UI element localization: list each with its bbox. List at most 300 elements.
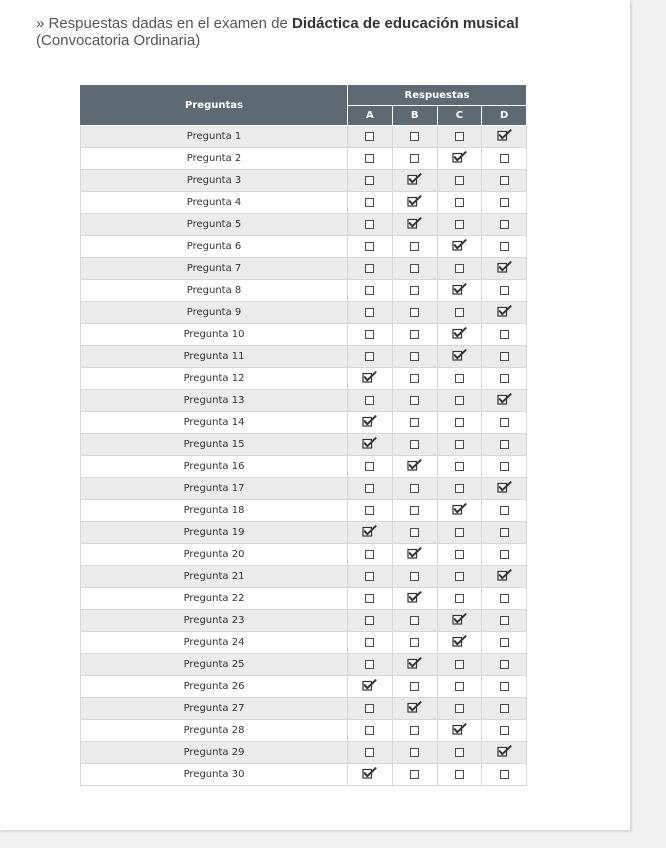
option-cell-d (482, 676, 527, 698)
answers-table-header (81, 85, 527, 126)
table-row (81, 588, 527, 610)
table-row (81, 412, 527, 434)
empty-box-icon (410, 440, 419, 449)
option-cell-d (482, 434, 527, 456)
option-cell-c (437, 522, 482, 544)
option-cell-c (437, 478, 482, 500)
option-cell-a (348, 500, 393, 522)
option-cell-c (437, 566, 482, 588)
empty-box-icon (365, 220, 374, 229)
heading-suffix: (Convocatoria Ordinaria) (36, 32, 201, 49)
option-cell-a (348, 236, 393, 258)
checked-box-icon (452, 239, 467, 254)
option-cell-d (482, 324, 527, 346)
checked-box-icon (407, 173, 422, 188)
option-cell-a (348, 368, 393, 390)
empty-box-icon (500, 704, 509, 713)
empty-box-icon (365, 748, 374, 757)
empty-box-icon (365, 572, 374, 581)
checked-box-icon (362, 525, 377, 540)
question-label: Pregunta 23 (81, 610, 348, 632)
table-row (81, 522, 527, 544)
question-label: Pregunta 2 (81, 148, 348, 170)
option-cell-a (348, 324, 393, 346)
option-cell-d (482, 654, 527, 676)
empty-box-icon (500, 154, 509, 163)
empty-box-icon (455, 440, 464, 449)
table-row (81, 764, 527, 786)
empty-box-icon (410, 396, 419, 405)
empty-box-icon (365, 352, 374, 361)
option-cell-d (482, 412, 527, 434)
table-row (81, 280, 527, 302)
empty-box-icon (410, 484, 419, 493)
option-cell-a (348, 434, 393, 456)
option-cell-b (392, 324, 437, 346)
checked-box-icon (452, 635, 467, 650)
option-cell-b (392, 170, 437, 192)
empty-box-icon (410, 572, 419, 581)
checked-box-icon (362, 437, 377, 452)
option-cell-b (392, 654, 437, 676)
checked-box-icon (452, 613, 467, 628)
question-label: Pregunta 4 (81, 192, 348, 214)
empty-box-icon (500, 770, 509, 779)
option-cell-b (392, 764, 437, 786)
question-label: Pregunta 9 (81, 302, 348, 324)
table-row (81, 368, 527, 390)
option-cell-b (392, 280, 437, 302)
checked-box-icon (407, 195, 422, 210)
table-row (81, 170, 527, 192)
empty-box-icon (410, 528, 419, 537)
option-cell-b (392, 632, 437, 654)
checked-box-icon (452, 151, 467, 166)
question-label: Pregunta 1 (81, 126, 348, 148)
option-cell-c (437, 214, 482, 236)
heading-prefix: » Respuestas dadas en el examen de (36, 15, 293, 32)
answers-table-body (81, 126, 527, 786)
table-row (81, 192, 527, 214)
empty-box-icon (455, 418, 464, 427)
option-cell-c (437, 588, 482, 610)
option-cell-b (392, 720, 437, 742)
option-cell-a (348, 676, 393, 698)
question-label: Pregunta 17 (81, 478, 348, 500)
question-label: Pregunta 6 (81, 236, 348, 258)
option-cell-b (392, 588, 437, 610)
question-label: Pregunta 13 (81, 390, 348, 412)
option-cell-c (437, 390, 482, 412)
table-row (81, 500, 527, 522)
option-cell-b (392, 412, 437, 434)
option-cell-d (482, 698, 527, 720)
table-row (81, 434, 527, 456)
empty-box-icon (455, 704, 464, 713)
option-cell-a (348, 544, 393, 566)
empty-box-icon (500, 330, 509, 339)
option-cell-a (348, 632, 393, 654)
option-cell-b (392, 368, 437, 390)
table-row (81, 148, 527, 170)
option-cell-c (437, 632, 482, 654)
checked-box-icon (407, 217, 422, 232)
empty-box-icon (500, 352, 509, 361)
option-cell-b (392, 302, 437, 324)
option-cell-a (348, 566, 393, 588)
empty-box-icon (500, 638, 509, 647)
empty-box-icon (500, 418, 509, 427)
empty-box-icon (500, 220, 509, 229)
option-cell-b (392, 566, 437, 588)
option-cell-a (348, 742, 393, 764)
option-cell-c (437, 258, 482, 280)
empty-box-icon (455, 572, 464, 581)
option-cell-d (482, 302, 527, 324)
checked-box-icon (452, 723, 467, 738)
option-cell-d (482, 610, 527, 632)
checked-box-icon (497, 393, 512, 408)
question-label: Pregunta 7 (81, 258, 348, 280)
empty-box-icon (455, 374, 464, 383)
table-row (81, 214, 527, 236)
empty-box-icon (410, 418, 419, 427)
option-cell-c (437, 500, 482, 522)
empty-box-icon (365, 330, 374, 339)
empty-box-icon (455, 176, 464, 185)
empty-box-icon (410, 330, 419, 339)
empty-box-icon (500, 616, 509, 625)
empty-box-icon (410, 286, 419, 295)
question-label: Pregunta 16 (81, 456, 348, 478)
empty-box-icon (455, 594, 464, 603)
empty-box-icon (500, 176, 509, 185)
option-cell-b (392, 500, 437, 522)
option-cell-d (482, 368, 527, 390)
option-cell-a (348, 302, 393, 324)
empty-box-icon (455, 264, 464, 273)
question-label: Pregunta 25 (81, 654, 348, 676)
empty-box-icon (500, 462, 509, 471)
empty-box-icon (455, 770, 464, 779)
option-cell-a (348, 258, 393, 280)
table-row (81, 456, 527, 478)
option-cell-c (437, 324, 482, 346)
option-cell-c (437, 302, 482, 324)
empty-box-icon (500, 660, 509, 669)
option-cell-b (392, 742, 437, 764)
answers-table (80, 84, 527, 786)
table-row (81, 720, 527, 742)
option-cell-a (348, 192, 393, 214)
empty-box-icon (455, 550, 464, 559)
option-cell-b (392, 610, 437, 632)
empty-box-icon (365, 286, 374, 295)
empty-box-icon (410, 770, 419, 779)
question-label: Pregunta 30 (81, 764, 348, 786)
question-label: Pregunta 19 (81, 522, 348, 544)
option-cell-b (392, 214, 437, 236)
checked-box-icon (407, 547, 422, 562)
option-cell-d (482, 126, 527, 148)
table-row (81, 324, 527, 346)
empty-box-icon (455, 660, 464, 669)
checked-box-icon (497, 569, 512, 584)
checked-box-icon (452, 503, 467, 518)
empty-box-icon (365, 616, 374, 625)
option-cell-c (437, 764, 482, 786)
option-cell-a (348, 456, 393, 478)
empty-box-icon (455, 682, 464, 691)
empty-box-icon (410, 242, 419, 251)
option-cell-d (482, 544, 527, 566)
checked-box-icon (362, 415, 377, 430)
empty-box-icon (455, 462, 464, 471)
option-cell-c (437, 544, 482, 566)
table-row (81, 346, 527, 368)
empty-box-icon (410, 308, 419, 317)
table-row (81, 478, 527, 500)
question-label: Pregunta 3 (81, 170, 348, 192)
option-cell-b (392, 456, 437, 478)
checked-box-icon (497, 305, 512, 320)
question-label: Pregunta 18 (81, 500, 348, 522)
empty-box-icon (455, 220, 464, 229)
empty-box-icon (500, 726, 509, 735)
option-cell-b (392, 192, 437, 214)
checked-box-icon (452, 349, 467, 364)
checked-box-icon (362, 371, 377, 386)
option-cell-a (348, 126, 393, 148)
option-cell-a (348, 588, 393, 610)
checked-box-icon (497, 481, 512, 496)
question-label: Pregunta 14 (81, 412, 348, 434)
empty-box-icon (365, 132, 374, 141)
option-cell-a (348, 390, 393, 412)
table-row (81, 610, 527, 632)
empty-box-icon (365, 726, 374, 735)
option-cell-a (348, 148, 393, 170)
empty-box-icon (455, 484, 464, 493)
table-row (81, 390, 527, 412)
option-cell-d (482, 170, 527, 192)
option-cell-b (392, 148, 437, 170)
option-cell-a (348, 412, 393, 434)
option-cell-d (482, 236, 527, 258)
option-cell-a (348, 764, 393, 786)
option-cell-c (437, 654, 482, 676)
option-cell-d (482, 346, 527, 368)
empty-box-icon (455, 198, 464, 207)
question-label: Pregunta 20 (81, 544, 348, 566)
option-cell-a (348, 720, 393, 742)
table-row (81, 698, 527, 720)
option-cell-c (437, 280, 482, 302)
option-cell-c (437, 698, 482, 720)
header-option-a: A (348, 106, 393, 126)
empty-box-icon (365, 242, 374, 251)
option-cell-d (482, 720, 527, 742)
option-cell-b (392, 236, 437, 258)
question-label: Pregunta 8 (81, 280, 348, 302)
question-label: Pregunta 15 (81, 434, 348, 456)
question-label: Pregunta 11 (81, 346, 348, 368)
option-cell-c (437, 720, 482, 742)
option-cell-c (437, 236, 482, 258)
option-cell-a (348, 698, 393, 720)
empty-box-icon (410, 506, 419, 515)
page-heading (36, 15, 596, 49)
option-cell-d (482, 390, 527, 412)
question-label: Pregunta 29 (81, 742, 348, 764)
option-cell-d (482, 632, 527, 654)
option-cell-a (348, 214, 393, 236)
empty-box-icon (500, 594, 509, 603)
option-cell-b (392, 478, 437, 500)
table-row (81, 544, 527, 566)
checked-box-icon (362, 679, 377, 694)
option-cell-c (437, 456, 482, 478)
empty-box-icon (410, 682, 419, 691)
question-label: Pregunta 26 (81, 676, 348, 698)
header-option-b: B (392, 106, 437, 126)
empty-box-icon (365, 506, 374, 515)
empty-box-icon (365, 462, 374, 471)
header-questions: Preguntas (81, 85, 348, 126)
option-cell-b (392, 676, 437, 698)
empty-box-icon (455, 528, 464, 537)
empty-box-icon (410, 264, 419, 273)
empty-box-icon (455, 396, 464, 405)
question-label: Pregunta 27 (81, 698, 348, 720)
option-cell-d (482, 456, 527, 478)
option-cell-d (482, 742, 527, 764)
table-row (81, 654, 527, 676)
option-cell-c (437, 676, 482, 698)
empty-box-icon (500, 528, 509, 537)
header-option-c: C (437, 106, 482, 126)
option-cell-c (437, 170, 482, 192)
option-cell-b (392, 258, 437, 280)
empty-box-icon (500, 242, 509, 251)
table-row (81, 742, 527, 764)
empty-box-icon (365, 396, 374, 405)
option-cell-b (392, 126, 437, 148)
checked-box-icon (407, 657, 422, 672)
checked-box-icon (407, 591, 422, 606)
empty-box-icon (410, 132, 419, 141)
empty-box-icon (410, 352, 419, 361)
empty-box-icon (410, 638, 419, 647)
question-label: Pregunta 5 (81, 214, 348, 236)
option-cell-a (348, 522, 393, 544)
empty-box-icon (365, 660, 374, 669)
option-cell-c (437, 192, 482, 214)
empty-box-icon (365, 550, 374, 559)
option-cell-a (348, 478, 393, 500)
empty-box-icon (500, 506, 509, 515)
table-row (81, 126, 527, 148)
empty-box-icon (365, 176, 374, 185)
option-cell-d (482, 192, 527, 214)
question-label: Pregunta 22 (81, 588, 348, 610)
empty-box-icon (500, 682, 509, 691)
option-cell-a (348, 610, 393, 632)
empty-box-icon (365, 704, 374, 713)
option-cell-d (482, 500, 527, 522)
empty-box-icon (365, 484, 374, 493)
option-cell-d (482, 214, 527, 236)
empty-box-icon (365, 594, 374, 603)
option-cell-c (437, 368, 482, 390)
checked-box-icon (452, 283, 467, 298)
option-cell-d (482, 522, 527, 544)
option-cell-c (437, 126, 482, 148)
empty-box-icon (410, 616, 419, 625)
option-cell-c (437, 412, 482, 434)
option-cell-a (348, 654, 393, 676)
table-row (81, 676, 527, 698)
option-cell-d (482, 148, 527, 170)
option-cell-c (437, 346, 482, 368)
checked-box-icon (452, 327, 467, 342)
header-answers: Respuestas (348, 85, 527, 106)
option-cell-a (348, 346, 393, 368)
option-cell-c (437, 148, 482, 170)
empty-box-icon (365, 264, 374, 273)
option-cell-b (392, 698, 437, 720)
table-row (81, 258, 527, 280)
empty-box-icon (410, 374, 419, 383)
option-cell-d (482, 478, 527, 500)
option-cell-a (348, 280, 393, 302)
option-cell-d (482, 566, 527, 588)
empty-box-icon (365, 638, 374, 647)
option-cell-d (482, 764, 527, 786)
empty-box-icon (500, 286, 509, 295)
empty-box-icon (410, 748, 419, 757)
empty-box-icon (500, 374, 509, 383)
checked-box-icon (497, 745, 512, 760)
header-option-d: D (482, 106, 527, 126)
table-row (81, 566, 527, 588)
checked-box-icon (362, 767, 377, 782)
option-cell-d (482, 280, 527, 302)
option-cell-c (437, 434, 482, 456)
option-cell-b (392, 522, 437, 544)
table-row (81, 632, 527, 654)
question-label: Pregunta 24 (81, 632, 348, 654)
option-cell-b (392, 346, 437, 368)
option-cell-d (482, 588, 527, 610)
option-cell-b (392, 544, 437, 566)
question-label: Pregunta 12 (81, 368, 348, 390)
empty-box-icon (455, 748, 464, 757)
question-label: Pregunta 28 (81, 720, 348, 742)
table-row (81, 236, 527, 258)
option-cell-c (437, 742, 482, 764)
option-cell-a (348, 170, 393, 192)
empty-box-icon (455, 132, 464, 141)
checked-box-icon (497, 129, 512, 144)
checked-box-icon (497, 261, 512, 276)
empty-box-icon (410, 726, 419, 735)
checked-box-icon (407, 459, 422, 474)
empty-box-icon (500, 198, 509, 207)
empty-box-icon (365, 308, 374, 317)
empty-box-icon (500, 440, 509, 449)
empty-box-icon (500, 550, 509, 559)
